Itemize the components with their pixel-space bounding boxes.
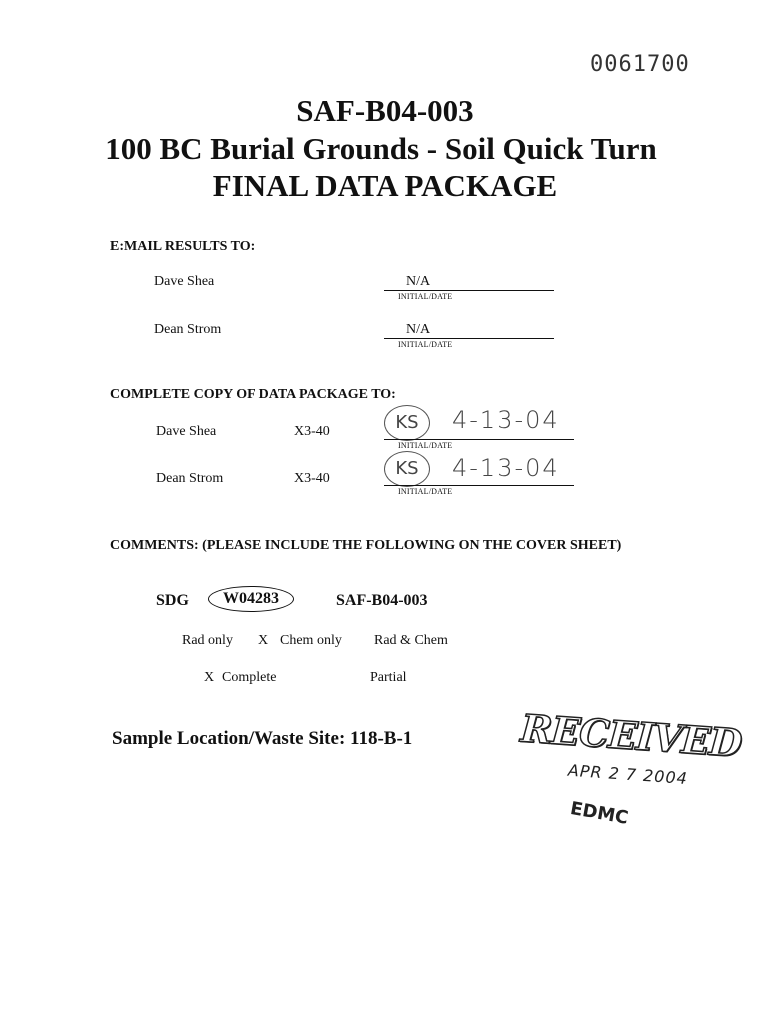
copy-recipient-name: Dean Strom bbox=[156, 471, 224, 486]
option-rad-only: Rad only bbox=[182, 633, 233, 648]
document-number: 0061700 bbox=[590, 52, 690, 77]
initial-date-caption: INITIAL/DATE bbox=[398, 441, 453, 450]
handwritten-date: 4-13-04 bbox=[452, 454, 560, 482]
copy-recipient-mailstop: X3-40 bbox=[294, 471, 330, 486]
initial-date-caption: INITIAL/DATE bbox=[398, 487, 453, 496]
copy-heading: COMPLETE COPY OF DATA PACKAGE TO: bbox=[110, 387, 396, 402]
initial-date-caption: INITIAL/DATE bbox=[398, 292, 453, 301]
page-subtitle-2: FINAL DATA PACKAGE bbox=[212, 168, 558, 203]
sdg-label: SDG bbox=[156, 592, 189, 609]
email-recipient-value: N/A bbox=[406, 322, 431, 337]
email-heading: E:MAIL RESULTS TO: bbox=[110, 239, 256, 254]
sample-location: Sample Location/Waste Site: 118-B-1 bbox=[112, 728, 413, 749]
complete-mark: X bbox=[204, 670, 215, 685]
handwritten-initials: KS bbox=[384, 451, 430, 487]
email-recipient-name: Dave Shea bbox=[154, 274, 215, 289]
email-recipient-value: N/A bbox=[406, 274, 431, 289]
comments-heading: COMMENTS: (PLEASE INCLUDE THE FOLLOWING ON THE COVER SHEET) bbox=[110, 538, 622, 553]
copy-recipient-mailstop: X3-40 bbox=[294, 424, 330, 439]
signature-line bbox=[384, 338, 554, 339]
initial-date-caption: INITIAL/DATE bbox=[398, 340, 453, 349]
received-stamp bbox=[514, 705, 743, 838]
handwritten-date: 4-13-04 bbox=[452, 406, 560, 434]
copy-recipient-name: Dave Shea bbox=[156, 424, 217, 439]
signature-line bbox=[384, 485, 574, 486]
signature-line bbox=[384, 439, 574, 440]
email-recipient-name: Dean Strom bbox=[154, 322, 222, 337]
stamp-office: EDMC bbox=[568, 798, 630, 829]
saf-number: SAF-B04-003 bbox=[336, 592, 428, 609]
option-partial: Partial bbox=[370, 670, 407, 685]
chem-only-mark: X bbox=[258, 633, 269, 648]
option-complete: Complete bbox=[222, 670, 277, 685]
page-title: SAF-B04-003 bbox=[296, 93, 474, 128]
page-subtitle: 100 BC Burial Grounds - Soil Quick Turn bbox=[105, 131, 657, 166]
signature-line bbox=[384, 290, 554, 291]
stamp-date: APR 2 7 2004 bbox=[567, 760, 689, 788]
option-rad-and-chem: Rad & Chem bbox=[374, 633, 448, 648]
stamp-word: RECEIVED bbox=[519, 705, 743, 766]
handwritten-initials: KS bbox=[384, 405, 430, 441]
option-chem-only: Chem only bbox=[280, 633, 342, 648]
sdg-number: W04283 bbox=[208, 586, 294, 612]
